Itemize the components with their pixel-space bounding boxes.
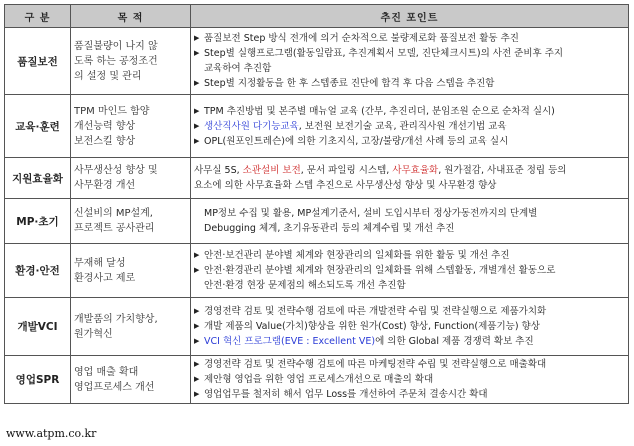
point-line — [194, 357, 625, 372]
point-text: Step별 지정활동을 한 후 스텝종료 진단에 합격 후 다음 스텝을 추진함 — [204, 78, 495, 89]
bullet-arrow-icon: ▶ — [194, 251, 200, 259]
table-header-row — [5, 5, 629, 28]
row-goal — [71, 244, 191, 298]
point-text: , 원가절감, 사내표준 정립 등의 — [438, 165, 567, 176]
row-category: 개발VCI — [5, 298, 71, 356]
row-points — [191, 298, 629, 356]
point-text: 영업업무를 철저히 해서 업무 Loss를 개선하여 주문처 결송시간 확대 — [204, 389, 488, 400]
point-line — [194, 119, 625, 134]
bullet-arrow-icon: ▶ — [194, 390, 200, 398]
point-text: MP정보 수집 및 활용, MP설계기준서, 설비 도입시부터 정상가동전까지의 단계별 — [204, 208, 538, 219]
point-text: 에 의한 Global 제품 경쟁력 확보 추진 — [375, 336, 534, 347]
row-category: 영업SPR — [5, 356, 71, 404]
point-highlight: VCI 혁신 프로그램(EVE : Excellent VE) — [204, 336, 376, 347]
point-line — [194, 263, 625, 278]
row-category: MP·초기 — [5, 199, 71, 244]
row-goal — [71, 356, 191, 404]
table-row — [5, 298, 629, 356]
point-line — [194, 178, 625, 193]
bullet-arrow-icon: ▶ — [194, 360, 200, 368]
table-row — [5, 28, 629, 95]
goal-line: TPM 마인드 함양 — [74, 105, 150, 117]
point-line — [194, 46, 625, 61]
row-points — [191, 199, 629, 244]
point-line — [194, 104, 625, 119]
bullet-arrow-icon: ▶ — [194, 79, 200, 87]
bullet-arrow-icon: ▶ — [194, 337, 200, 345]
bullet-arrow-icon: ▶ — [194, 49, 200, 57]
point-line — [194, 206, 625, 221]
footer-url: www.atpm.co.kr — [6, 427, 97, 440]
table-row — [5, 158, 629, 199]
row-points — [191, 356, 629, 404]
goal-line: 도록 하는 공정조건 — [74, 55, 158, 67]
bullet-arrow-icon: ▶ — [194, 375, 200, 383]
row-points — [191, 158, 629, 199]
goal-line: 영업 매출 확대 — [74, 366, 139, 378]
point-highlight: 사무효율화 — [392, 165, 439, 176]
goal-line: 개발품의 가치향상, — [74, 313, 158, 325]
point-line — [194, 304, 625, 319]
point-text: 개발 제품의 Value(가치)향상을 위한 원가(Cost) 향상, Function(제품기능) 향상 — [204, 321, 540, 332]
bullet-arrow-icon: ▶ — [194, 307, 200, 315]
bullet-arrow-icon: ▶ — [194, 34, 200, 42]
row-category: 교육·훈련 — [5, 95, 71, 158]
point-text: 경영전략 검토 및 전략수행 검토에 따른 개발전략 수립 및 전략실행으로 제품가치화 — [204, 306, 547, 317]
goal-line: 사무생산성 향상 및 — [74, 165, 158, 176]
point-line — [194, 61, 625, 76]
table-row — [5, 356, 629, 404]
goal-line: 의 설정 및 관리 — [74, 70, 142, 82]
row-goal — [71, 199, 191, 244]
point-line — [194, 387, 625, 402]
point-text: 교육하여 추진함 — [204, 63, 272, 74]
point-line — [194, 319, 625, 334]
point-line — [194, 134, 625, 149]
point-text: , 보전원 보전기술 교육, 관리직사원 개선기법 교육 — [298, 120, 507, 132]
tpm-pillar-table — [4, 4, 629, 404]
row-category: 품질보전 — [5, 28, 71, 95]
point-text: , 문서 파일링 시스템, — [300, 165, 393, 176]
point-text: 품질보전 Step 방식 전개에 의거 순차적으로 불량제로화 품질보전 활동 추진 — [204, 33, 519, 44]
goal-line: 신설비의 MP설계, — [74, 208, 153, 219]
point-text: 제안형 영업을 위한 영업 프로세스개선으로 매출의 확대 — [204, 374, 434, 385]
goal-line: 개선능력 향상 — [74, 120, 136, 132]
point-text: 요소에 의한 사무효율화 스텝 추진으로 사무생산성 향상 및 사무환경 향상 — [194, 180, 497, 191]
point-text: Debugging 체계, 초기유동관리 등의 체계수립 및 개선 추진 — [204, 223, 455, 234]
header-goal: 목 적 — [71, 5, 191, 28]
point-line — [194, 248, 625, 263]
point-highlight: 생산직사원 다기능교육 — [204, 120, 299, 132]
bullet-arrow-icon: ▶ — [194, 322, 200, 330]
point-text: 안전·환경관리 분야별 체계와 현장관리의 일체화를 위해 스텝활동, 개별개선 활동으로 — [204, 265, 556, 276]
row-category: 환경·안전 — [5, 244, 71, 298]
table-row — [5, 95, 629, 158]
bullet-arrow-icon: ▶ — [194, 266, 200, 274]
point-text: OPL(원포인트레슨)에 의한 기초지식, 고장/불량/개선 사례 등의 교육 실시 — [204, 135, 509, 147]
row-goal — [71, 28, 191, 95]
table-row — [5, 199, 629, 244]
row-goal — [71, 158, 191, 199]
goal-line: 보전스킬 향상 — [74, 135, 136, 147]
table-row — [5, 244, 629, 298]
point-text: 안전·보건관리 분야별 체계와 현장관리의 일체화를 위한 활동 및 개선 추진 — [204, 250, 510, 261]
point-text: TPM 추진방법 및 본주별 매뉴얼 교육 (간부, 추진리더, 분임조원 순으로 순차적 실시) — [204, 105, 555, 117]
bullet-arrow-icon: ▶ — [194, 136, 200, 145]
row-points — [191, 95, 629, 158]
row-points — [191, 28, 629, 95]
point-line — [194, 372, 625, 387]
point-line — [194, 76, 625, 91]
point-text: 사무실 5S, — [194, 165, 243, 176]
header-category: 구 분 — [5, 5, 71, 28]
row-points — [191, 244, 629, 298]
point-line — [194, 163, 625, 178]
row-goal — [71, 298, 191, 356]
goal-line: 프로젝트 공사관리 — [74, 223, 155, 234]
point-text: Step별 실행프로그램(활동일람표, 추진계획서 모델, 진단체크시트)의 사전 준비후 주지 — [204, 48, 564, 59]
goal-line: 원가혁신 — [74, 328, 113, 340]
point-text: 경영전략 검토 및 전략수행 검토에 따른 마케팅전략 수립 및 전략실행으로 매출확대 — [204, 359, 547, 370]
bullet-arrow-icon: ▶ — [194, 106, 200, 115]
goal-line: 품질불량이 나지 않 — [74, 40, 158, 52]
goal-line: 영업프로세스 개선 — [74, 381, 155, 393]
point-line — [194, 31, 625, 46]
point-line — [194, 278, 625, 293]
point-highlight: 소관설비 보전 — [242, 165, 301, 176]
bullet-arrow-icon: ▶ — [194, 121, 200, 130]
point-line — [194, 221, 625, 236]
goal-line: 무재해 달성 — [74, 257, 126, 269]
goal-line: 사무환경 개선 — [74, 180, 136, 191]
row-goal — [71, 95, 191, 158]
point-line — [194, 334, 625, 349]
goal-line: 환경사고 제로 — [74, 272, 136, 284]
point-text: 안전·환경 현장 문제점의 해소되도록 개선 추진함 — [204, 280, 406, 291]
row-category: 지원효율화 — [5, 158, 71, 199]
header-points: 추진 포인트 — [191, 5, 629, 28]
